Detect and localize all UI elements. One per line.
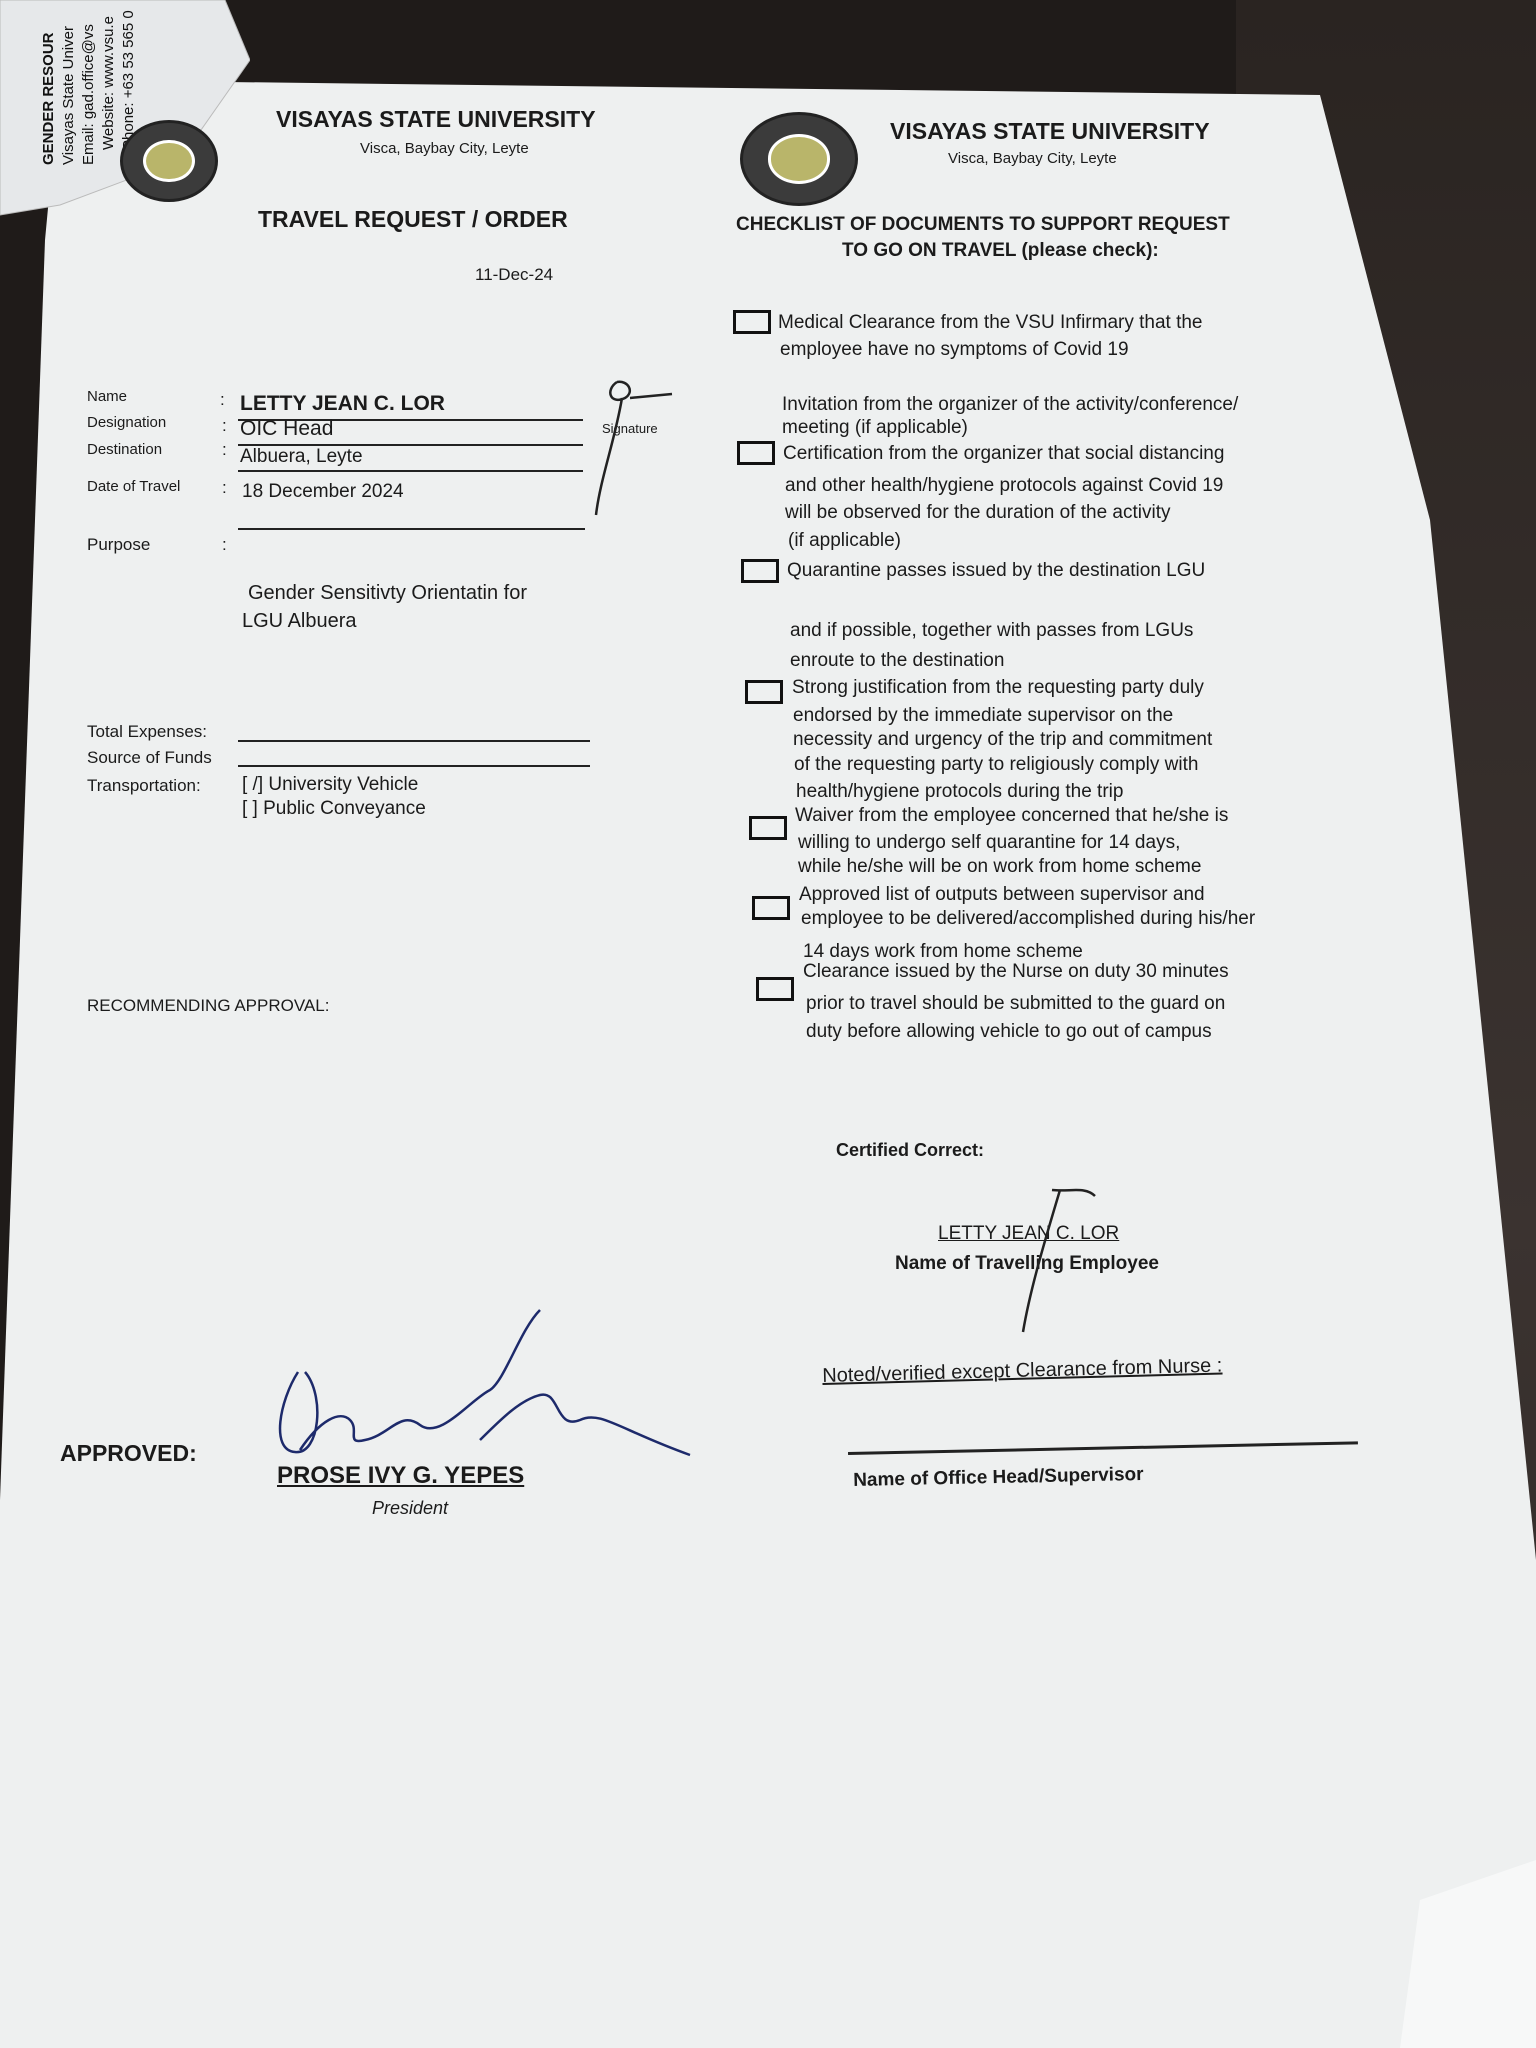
checklist-item-line: health/hygiene protocols during the trip: [796, 781, 1124, 802]
tag-line-2: Visayas State Univer: [60, 26, 77, 165]
checklist-item-line: while he/she will be on work from home scheme: [798, 856, 1202, 877]
travelling-employee-name: LETTY JEAN C. LOR: [938, 1223, 1120, 1244]
checklist-item-line: Invitation from the organizer of the activity/conference/: [782, 394, 1239, 415]
colon: :: [222, 416, 227, 435]
form-title: TRAVEL REQUEST / ORDER: [258, 206, 568, 232]
name-label: Name: [87, 388, 128, 405]
certified-correct-label: Certified Correct:: [836, 1140, 985, 1160]
purpose-line-2: LGU Albuera: [242, 610, 357, 632]
checklist-item-line: will be observed for the duration of the activity: [785, 502, 1171, 523]
purpose-line-1: Gender Sensitivty Orientatin for: [248, 582, 528, 604]
checklist-item-line: and if possible, together with passes from LGUs: [790, 620, 1194, 641]
tag-line-5: Phone: +63 53 565 0: [120, 10, 137, 150]
designation-label: Designation: [87, 414, 167, 431]
transport-option-public: [ ] Public Conveyance: [242, 798, 426, 819]
checklist-item-line: 14 days work from home scheme: [803, 941, 1083, 962]
noted-verified-label: Noted/verified except Clearance from Nurse :: [822, 1354, 1223, 1387]
source-of-funds-label: Source of Funds: [87, 748, 212, 767]
university-name-left: VISAYAS STATE UNIVERSITY: [276, 106, 596, 132]
checklist-item-line: Waiver from the employee concerned that he/she is: [795, 805, 1229, 826]
total-expenses-label: Total Expenses:: [87, 722, 208, 741]
approver-name: PROSE IVY G. YEPES: [277, 1462, 525, 1489]
checklist-item-line: Strong justification from the requesting party duly: [792, 677, 1204, 698]
signature-letty-bottom: [1023, 1190, 1095, 1332]
university-address-right: Visca, Baybay City, Leyte: [948, 150, 1117, 167]
destination-label: Destination: [87, 441, 163, 458]
tag-line-1: GENDER RESOUR: [40, 32, 57, 165]
tag-line-4: Website: www.vsu.e: [100, 16, 117, 150]
checklist-item-line: (if applicable): [788, 530, 901, 551]
tag-line-3: Email: gad.office@vs: [80, 24, 97, 165]
checklist-item-line: employee have no symptoms of Covid 19: [780, 339, 1129, 360]
signature-president: [280, 1310, 690, 1455]
checklist-item-line: employee to be delivered/accomplished during his/her: [801, 908, 1256, 929]
request-date: 11-Dec-24: [475, 265, 554, 284]
date-of-travel-label: Date of Travel: [87, 478, 181, 495]
supervisor-caption: Name of Office Head/Supervisor: [853, 1463, 1144, 1491]
checklist-item-line: duty before allowing vehicle to go out of campus: [806, 1021, 1212, 1042]
purpose-label: Purpose: [87, 535, 151, 554]
destination-value: Albuera, Leyte: [240, 446, 363, 467]
university-address-left: Visca, Baybay City, Leyte: [360, 140, 529, 157]
checklist-title-line-2: TO GO ON TRAVEL (please check):: [842, 240, 1159, 261]
checklist-item-line: Approved list of outputs between supervisor and: [799, 884, 1205, 905]
date-of-travel-value: 18 December 2024: [242, 481, 404, 502]
checklist-item-line: and other health/hygiene protocols against Covid 19: [785, 475, 1224, 496]
checklist-item-line: necessity and urgency of the trip and commitment: [793, 729, 1213, 750]
designation-value: OIC Head: [240, 417, 334, 440]
colon: :: [220, 390, 225, 409]
travelling-employee-caption: Name of Travelling Employee: [895, 1253, 1159, 1274]
colon: :: [222, 535, 227, 554]
checklist-item-line: of the requesting party to religiously comply with: [794, 754, 1199, 775]
transport-option-university: [ /] University Vehicle: [242, 774, 419, 795]
checklist-item-line: prior to travel should be submitted to the guard on: [806, 993, 1226, 1014]
checklist-item-line: endorsed by the immediate supervisor on the: [793, 705, 1174, 726]
checklist-item-line: Certification from the organizer that social distancing: [783, 443, 1225, 464]
checklist-item-line: Quarantine passes issued by the destination LGU: [787, 560, 1206, 581]
signature-letty-top: [596, 382, 672, 515]
checklist-item-line: meeting (if applicable): [782, 417, 968, 438]
checklist-item-line: willing to undergo self quarantine for 14 days,: [798, 832, 1181, 853]
name-value: LETTY JEAN C. LOR: [240, 392, 445, 415]
signature-label: Signature: [602, 421, 658, 436]
colon: :: [222, 440, 227, 459]
colon: :: [222, 478, 227, 497]
transportation-label: Transportation:: [87, 776, 201, 795]
approved-label: APPROVED:: [60, 1440, 197, 1466]
recommending-approval-label: RECOMMENDING APPROVAL:: [87, 996, 330, 1015]
approver-title: President: [372, 1498, 449, 1518]
checklist-item-line: Medical Clearance from the VSU Infirmary that the: [778, 312, 1203, 333]
checklist-title-line-1: CHECKLIST OF DOCUMENTS TO SUPPORT REQUEST: [736, 214, 1230, 235]
checklist-item-line: enroute to the destination: [790, 650, 1005, 671]
university-name-right: VISAYAS STATE UNIVERSITY: [890, 118, 1210, 144]
checklist-item-line: Clearance issued by the Nurse on duty 30 minutes: [803, 961, 1229, 982]
